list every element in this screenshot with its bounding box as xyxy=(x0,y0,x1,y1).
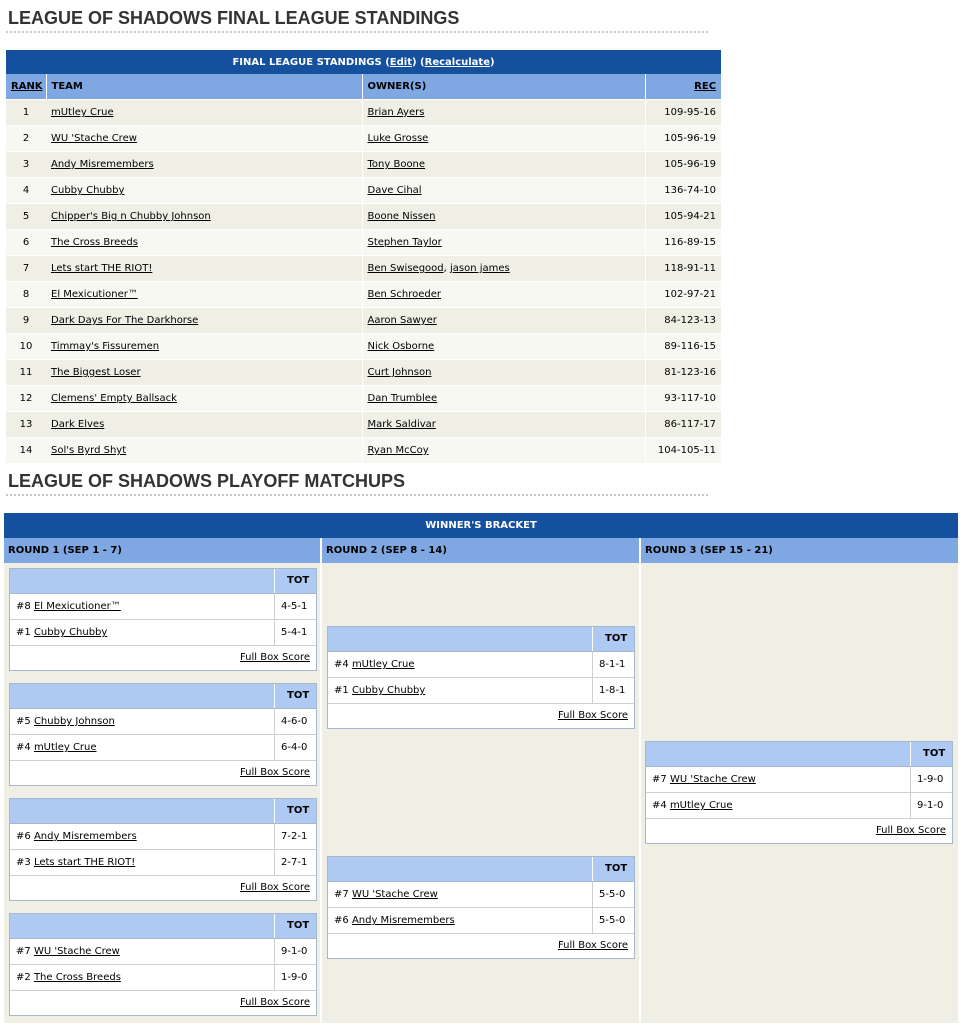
owner-separator: , xyxy=(443,263,450,274)
tot-header: TOT xyxy=(592,857,634,881)
matchup-team xyxy=(652,793,733,818)
rank-cell: 13 xyxy=(6,412,46,438)
owner-link[interactable]: Dan Trumblee xyxy=(367,393,438,404)
team-link[interactable]: Sol's Byrd Shyt xyxy=(51,445,127,456)
total-score: 1-9-0 xyxy=(274,965,316,990)
matchup-header xyxy=(10,914,316,939)
team-cell xyxy=(46,126,362,152)
team-cell xyxy=(46,152,362,178)
owner-link[interactable]: Ben Schroeder xyxy=(367,289,441,300)
title-divider xyxy=(6,31,708,33)
total-score: 2-7-1 xyxy=(274,850,316,875)
rank-cell: 3 xyxy=(6,152,46,178)
edit-link[interactable]: Edit xyxy=(389,56,412,68)
matchup-team-row xyxy=(328,652,634,678)
owners-cell xyxy=(362,308,645,334)
team-link[interactable]: mUtley Crue xyxy=(51,107,114,118)
team-cell xyxy=(46,334,362,360)
owner-link[interactable]: Ryan McCoy xyxy=(367,445,429,456)
matchup-box xyxy=(9,568,317,671)
matchup-footer xyxy=(10,761,316,785)
matchup-team-row xyxy=(10,939,316,965)
team-cell xyxy=(46,308,362,334)
column-header-rank[interactable]: RANK xyxy=(6,74,46,100)
seed-label: #2 xyxy=(16,972,31,983)
matchup-header xyxy=(10,799,316,824)
team-link[interactable]: mUtley Crue xyxy=(351,659,415,670)
matchup-header xyxy=(646,742,952,767)
standings-row xyxy=(6,230,721,256)
matchup-team-row xyxy=(10,850,316,876)
seed-label: #5 xyxy=(16,716,31,727)
matchup-team-row xyxy=(10,824,316,850)
matchup-footer xyxy=(646,819,952,843)
seed-label: #4 xyxy=(334,659,349,670)
matchup-team xyxy=(16,850,135,875)
standings-row xyxy=(6,204,721,230)
standings-row xyxy=(6,282,721,308)
matchup-header xyxy=(328,857,634,882)
team-link[interactable]: Dark Elves xyxy=(51,419,105,430)
total-score: 6-4-0 xyxy=(274,735,316,760)
owner-link[interactable]: Ben Swisegood xyxy=(367,263,444,274)
team-link[interactable]: Timmay's Fissuremen xyxy=(51,341,160,352)
team-cell xyxy=(46,360,362,386)
matchup-team-row xyxy=(646,767,952,793)
matchup-footer xyxy=(10,876,316,900)
owners-cell xyxy=(362,100,645,126)
matchup-box xyxy=(9,683,317,786)
standings-row xyxy=(6,334,721,360)
matchup-box xyxy=(327,626,635,729)
full-box-score-link[interactable]: Full Box Score xyxy=(239,997,310,1008)
standings-row xyxy=(6,360,721,386)
team-cell xyxy=(46,438,362,464)
column-divider xyxy=(639,538,641,1023)
record-cell: 105-94-21 xyxy=(645,204,721,230)
team-link[interactable]: mUtley Crue xyxy=(669,800,733,811)
matchup-team-row xyxy=(10,709,316,735)
record-cell: 118-91-11 xyxy=(645,256,721,282)
owner-link[interactable]: Nick Osborne xyxy=(367,341,435,352)
rank-cell: 2 xyxy=(6,126,46,152)
matchup-box xyxy=(327,856,635,959)
record-cell: 93-117-10 xyxy=(645,386,721,412)
matchup-header xyxy=(328,627,634,652)
owner-link[interactable]: Luke Grosse xyxy=(367,133,429,144)
column-header-team: TEAM xyxy=(46,74,362,100)
record-cell: 81-123-16 xyxy=(645,360,721,386)
rank-cell: 7 xyxy=(6,256,46,282)
record-cell: 136-74-10 xyxy=(645,178,721,204)
record-cell: 102-97-21 xyxy=(645,282,721,308)
matchup-footer xyxy=(328,934,634,958)
recalculate-link[interactable]: Recalculate xyxy=(424,56,490,68)
team-link[interactable]: WU 'Stache Crew xyxy=(51,133,137,144)
owners-cell xyxy=(362,438,645,464)
team-link[interactable]: The Cross Breeds xyxy=(51,237,138,248)
team-cell xyxy=(46,412,362,438)
standings-table-title-text: FINAL LEAGUE STANDINGS xyxy=(232,56,382,68)
standings-row xyxy=(6,256,721,282)
standings-row xyxy=(6,126,721,152)
team-link[interactable]: Lets start THE RIOT! xyxy=(33,857,136,868)
full-box-score-link[interactable]: Full Box Score xyxy=(875,825,946,836)
rank-cell: 1 xyxy=(6,100,46,126)
team-link[interactable]: Clemens' Empty Ballsack xyxy=(51,393,177,404)
matchup-team xyxy=(334,882,438,907)
standings-table xyxy=(6,50,721,463)
standings-row xyxy=(6,412,721,438)
seed-label: #7 xyxy=(652,774,667,785)
matchup-team-row xyxy=(328,678,634,704)
column-divider xyxy=(320,538,322,1023)
matchup-team-row xyxy=(10,620,316,646)
matchup-team xyxy=(334,678,425,703)
seed-label: #8 xyxy=(16,601,31,612)
matchup-team xyxy=(16,709,115,734)
rank-cell: 8 xyxy=(6,282,46,308)
round-2-header: ROUND 2 (SEP 8 - 14) xyxy=(322,538,639,563)
owners-cell xyxy=(362,126,645,152)
team-link[interactable]: The Biggest Loser xyxy=(51,367,141,378)
team-link[interactable]: Andy Misremembers xyxy=(351,915,455,926)
seed-label: #4 xyxy=(16,742,31,753)
matchup-team xyxy=(16,965,121,990)
total-score: 7-2-1 xyxy=(274,824,316,849)
rank-cell: 5 xyxy=(6,204,46,230)
matchup-team-row xyxy=(10,735,316,761)
team-cell xyxy=(46,386,362,412)
matchup-team-row xyxy=(10,594,316,620)
owner-link[interactable]: Dave Cihal xyxy=(367,185,422,196)
seed-label: #1 xyxy=(334,685,349,696)
owners-cell xyxy=(362,282,645,308)
standings-row xyxy=(6,386,721,412)
team-link[interactable]: The Cross Breeds xyxy=(33,972,121,983)
team-link[interactable]: Cubby Chubby xyxy=(351,685,426,696)
owners-cell xyxy=(362,178,645,204)
playoff-title-divider xyxy=(6,494,708,496)
total-score: 5-5-0 xyxy=(592,908,634,933)
team-link[interactable]: Andy Misremembers xyxy=(51,159,154,170)
record-cell: 104-105-11 xyxy=(645,438,721,464)
owner-link[interactable]: Tony Boone xyxy=(367,159,426,170)
team-link[interactable]: El Mexicutioner™ xyxy=(51,289,138,300)
team-cell xyxy=(46,204,362,230)
record-cell: 89-116-15 xyxy=(645,334,721,360)
team-link[interactable]: Chipper's Big n Chubby Johnson xyxy=(51,211,211,222)
seed-label: #1 xyxy=(16,627,31,638)
team-link[interactable]: Dark Days For The Darkhorse xyxy=(51,315,199,326)
full-box-score-link[interactable]: Full Box Score xyxy=(239,767,310,778)
team-link[interactable]: Cubby Chubby xyxy=(51,185,125,196)
bracket-title: WINNER'S BRACKET xyxy=(4,513,958,538)
standings-row xyxy=(6,438,721,464)
full-box-score-link[interactable]: Full Box Score xyxy=(239,882,310,893)
tot-header: TOT xyxy=(592,627,634,651)
standings-row xyxy=(6,178,721,204)
tot-header: TOT xyxy=(274,569,316,593)
total-score: 9-1-0 xyxy=(274,939,316,964)
owners-cell xyxy=(362,152,645,178)
matchup-team xyxy=(16,824,137,849)
owner-link[interactable]: Brian Ayers xyxy=(367,107,425,118)
owner-link[interactable]: Aaron Sawyer xyxy=(367,315,437,326)
matchup-team xyxy=(16,939,120,964)
record-cell: 116-89-15 xyxy=(645,230,721,256)
owners-cell xyxy=(362,386,645,412)
owner-link[interactable]: Boone Nissen xyxy=(367,211,436,222)
team-link[interactable]: Andy Misremembers xyxy=(33,831,137,842)
matchup-box xyxy=(9,913,317,1016)
column-header-rec[interactable]: REC xyxy=(645,74,721,100)
team-cell xyxy=(46,100,362,126)
total-score: 4-6-0 xyxy=(274,709,316,734)
team-cell xyxy=(46,256,362,282)
matchup-team xyxy=(16,620,107,645)
team-link[interactable]: Lets start THE RIOT! xyxy=(51,263,153,274)
matchup-box xyxy=(645,741,953,844)
standings-row xyxy=(6,100,721,126)
total-score: 5-5-0 xyxy=(592,882,634,907)
owner-link[interactable]: Stephen Taylor xyxy=(367,237,442,248)
rank-cell: 10 xyxy=(6,334,46,360)
record-cell: 109-95-16 xyxy=(645,100,721,126)
matchup-header xyxy=(10,569,316,594)
standings-table-title: FINAL LEAGUE STANDINGS (Edit) (Recalculate) xyxy=(6,50,721,74)
total-score: 1-8-1 xyxy=(592,678,634,703)
total-score: 1-9-0 xyxy=(910,767,952,792)
winners-bracket xyxy=(4,513,958,1023)
owners-cell xyxy=(362,360,645,386)
matchup-team-row xyxy=(646,793,952,819)
owners-cell xyxy=(362,204,645,230)
owner-link[interactable]: Curt Johnson xyxy=(367,367,432,378)
matchup-team xyxy=(652,767,756,792)
owners-cell xyxy=(362,256,645,282)
rank-cell: 11 xyxy=(6,360,46,386)
owner-link[interactable]: Mark Saldivar xyxy=(367,419,436,430)
record-cell: 84-123-13 xyxy=(645,308,721,334)
matchup-footer xyxy=(328,704,634,728)
matchup-team xyxy=(334,908,455,933)
seed-label: #7 xyxy=(334,889,349,900)
matchup-box xyxy=(9,798,317,901)
round-3-header: ROUND 3 (SEP 15 - 21) xyxy=(641,538,958,563)
rank-cell: 12 xyxy=(6,386,46,412)
matchup-header xyxy=(10,684,316,709)
standings-row xyxy=(6,152,721,178)
tot-header: TOT xyxy=(910,742,952,766)
team-link[interactable]: WU 'Stache Crew xyxy=(33,946,120,957)
matchup-footer xyxy=(10,646,316,670)
team-cell xyxy=(46,230,362,256)
owner-link[interactable]: jason james xyxy=(450,263,510,274)
seed-label: #4 xyxy=(652,800,667,811)
standings-page-title: LEAGUE OF SHADOWS FINAL LEAGUE STANDINGS xyxy=(8,8,460,28)
matchup-footer xyxy=(10,991,316,1015)
matchup-team-row xyxy=(10,965,316,991)
tot-header: TOT xyxy=(274,799,316,823)
seed-label: #6 xyxy=(16,831,31,842)
total-score: 8-1-1 xyxy=(592,652,634,677)
seed-label: #7 xyxy=(16,946,31,957)
team-link[interactable]: El Mexicutioner™ xyxy=(33,601,121,612)
rank-cell: 6 xyxy=(6,230,46,256)
matchup-team-row xyxy=(328,908,634,934)
matchup-team xyxy=(334,652,415,677)
matchup-team xyxy=(16,735,97,760)
team-link[interactable]: Chubby Johnson xyxy=(33,716,115,727)
owners-cell xyxy=(362,412,645,438)
column-header-owners: OWNER(S) xyxy=(362,74,645,100)
team-link[interactable]: WU 'Stache Crew xyxy=(351,889,438,900)
total-score: 9-1-0 xyxy=(910,793,952,818)
team-cell xyxy=(46,282,362,308)
seed-label: #3 xyxy=(16,857,31,868)
standings-row xyxy=(6,308,721,334)
team-link[interactable]: mUtley Crue xyxy=(33,742,97,753)
rank-cell: 4 xyxy=(6,178,46,204)
record-cell: 105-96-19 xyxy=(645,126,721,152)
rank-cell: 9 xyxy=(6,308,46,334)
tot-header: TOT xyxy=(274,684,316,708)
rank-cell: 14 xyxy=(6,438,46,464)
tot-header: TOT xyxy=(274,914,316,938)
full-box-score-link[interactable]: Full Box Score xyxy=(557,710,628,721)
round-1-header: ROUND 1 (SEP 1 - 7) xyxy=(4,538,320,563)
seed-label: #6 xyxy=(334,915,349,926)
record-cell: 105-96-19 xyxy=(645,152,721,178)
owners-cell xyxy=(362,334,645,360)
playoff-page-title: LEAGUE OF SHADOWS PLAYOFF MATCHUPS xyxy=(8,471,406,491)
team-link[interactable]: Cubby Chubby xyxy=(33,627,108,638)
team-link[interactable]: WU 'Stache Crew xyxy=(669,774,756,785)
full-box-score-link[interactable]: Full Box Score xyxy=(557,940,628,951)
total-score: 5-4-1 xyxy=(274,620,316,645)
full-box-score-link[interactable]: Full Box Score xyxy=(239,652,310,663)
total-score: 4-5-1 xyxy=(274,594,316,619)
matchup-team xyxy=(16,594,121,619)
matchup-team-row xyxy=(328,882,634,908)
record-cell: 86-117-17 xyxy=(645,412,721,438)
owners-cell xyxy=(362,230,645,256)
team-cell xyxy=(46,178,362,204)
